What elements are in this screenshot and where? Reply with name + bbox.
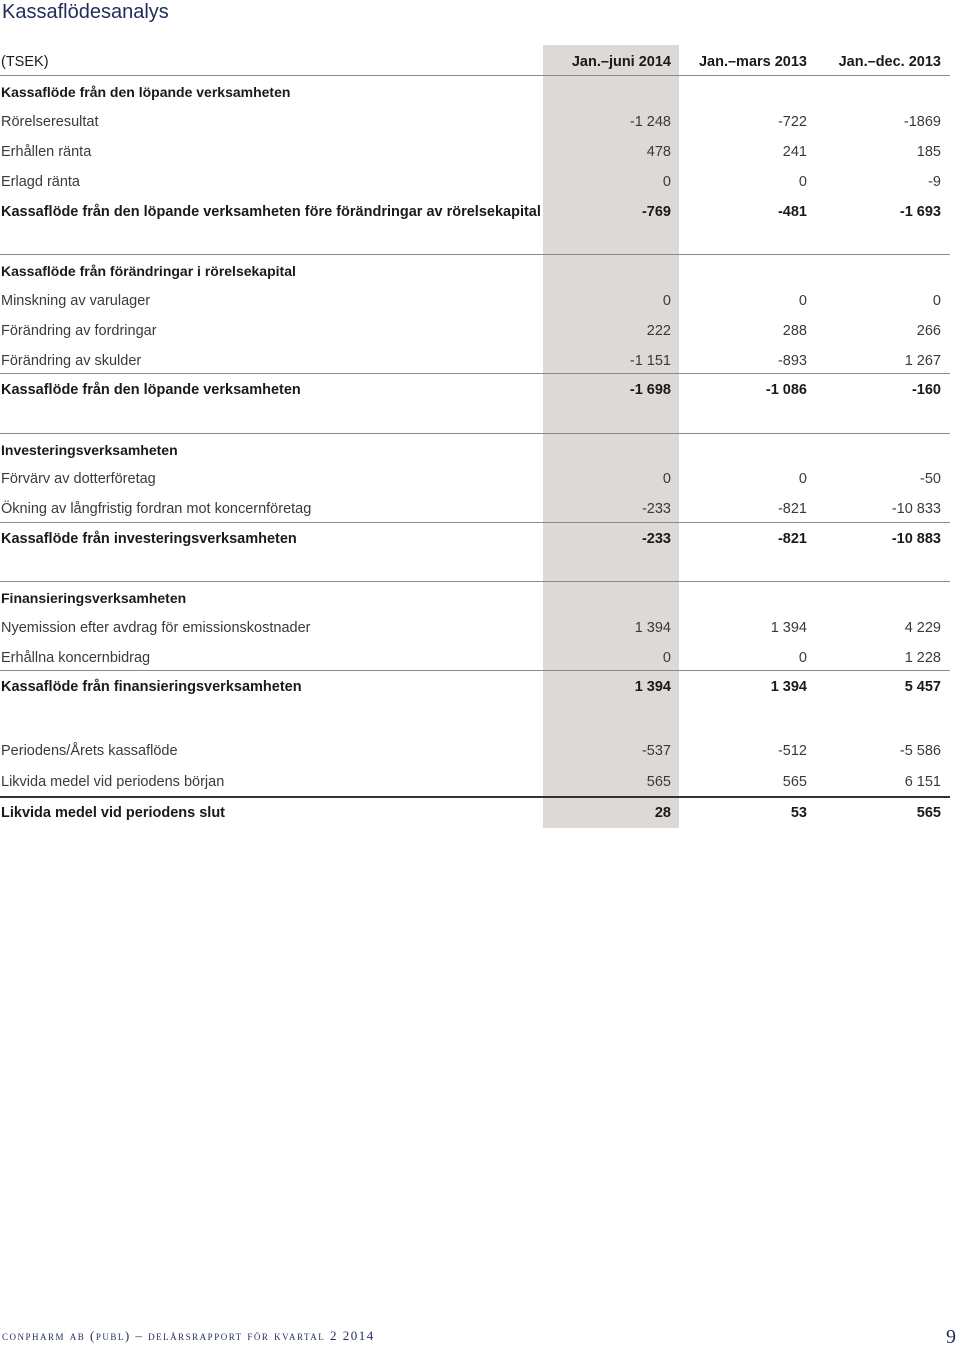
table-row [0,137,950,167]
page-number: 9 [946,1326,956,1348]
cell-value [551,256,671,286]
cell-value: 565 [782,774,807,790]
table-row [0,613,950,643]
row-label: Likvida medel vid periodens början [1,774,225,790]
cell-value: 6 151 [904,774,941,790]
cell-value [821,435,941,465]
cell-value: -722 [777,114,807,130]
table-row [0,736,950,766]
row-label: Kassaflöde från investeringsverksamheten [1,531,297,547]
cell-value: 0 [662,174,671,190]
cell-value [687,435,807,465]
cell-value: 1 394 [634,679,671,695]
header-divider [0,75,950,76]
cell-value: 0 [662,293,671,309]
cell-value [821,583,941,613]
cell-value: 288 [782,323,807,339]
cell-value: 0 [798,293,807,309]
row-label: Kassaflöde från finansieringsverksamheten [1,679,302,695]
footer-text: conpharm ab (publ) – delårsrapport för kvartal 2 2014 [2,1328,375,1343]
cell-value: 28 [654,805,671,821]
table-row [0,672,950,702]
table-row [0,524,950,554]
row-label: Förvärv av dotterföretag [1,471,156,487]
row-divider [0,581,950,582]
row-label: Minskning av varulager [1,293,151,309]
cell-value: -1 151 [629,353,671,369]
table-row [0,767,950,797]
cell-value: -50 [920,471,941,487]
cell-value: -481 [777,204,807,220]
table-row [0,583,950,613]
cell-value: -160 [911,382,941,398]
row-label: Förändring av fordringar [1,323,157,339]
row-label: Rörelseresultat [1,114,99,130]
cell-value: -5 586 [899,743,941,759]
table-header [0,47,950,77]
cell-value: -1 698 [629,382,671,398]
table-row [0,316,950,346]
cell-value: 1 394 [770,620,807,636]
table-row [0,197,950,227]
cell-value: 1 394 [770,679,807,695]
cell-value [821,77,941,107]
row-label: Likvida medel vid periodens slut [1,805,226,821]
table-row [0,435,950,465]
table-row [0,798,950,828]
column-header-2: Jan.–mars 2013 [698,54,807,70]
cell-value: 1 228 [904,650,941,666]
section-heading: Investeringsverksamheten [1,442,178,458]
row-label: Kassaflöde från den löpande verksamheten före förändringar av rörelsekapital [1,204,541,220]
cell-value: 222 [646,323,671,339]
row-label: Erlagd ränta [1,174,80,190]
cell-value: 5 457 [904,679,941,695]
table-row [0,77,950,107]
cell-value: -1869 [903,114,941,130]
cell-value: -233 [641,531,671,547]
cell-value: -821 [777,501,807,517]
cell-value: -233 [641,501,671,517]
cell-value: 565 [916,805,941,821]
cell-value: 565 [646,774,671,790]
cell-value: 0 [662,650,671,666]
table-row [0,464,950,494]
cell-value: 0 [662,471,671,487]
cell-value: 4 229 [904,620,941,636]
section-heading: Kassaflöde från förändringar i rörelsekapital [1,263,296,279]
table-row [0,346,950,376]
row-label: Erhållna koncernbidrag [1,650,151,666]
row-divider [0,254,950,255]
cell-value: -769 [641,204,671,220]
cell-value: 478 [646,144,671,160]
section-heading: Kassaflöde från den löpande verksamheten [1,84,291,100]
cell-value [687,583,807,613]
row-divider [0,670,950,671]
cell-value: 0 [798,650,807,666]
cell-value: 53 [790,805,807,821]
cell-value: -512 [777,743,807,759]
cell-value [687,77,807,107]
cell-value: -537 [641,743,671,759]
cell-value: -821 [777,531,807,547]
unit-label: (TSEK) [1,54,49,70]
cell-value: 1 394 [634,620,671,636]
cell-value: 0 [798,174,807,190]
table-row [0,286,950,316]
page-title: Kassaflödesanalys [2,1,169,23]
table-row [0,494,950,524]
cell-value: 0 [798,471,807,487]
cell-value: 0 [932,293,941,309]
section-heading: Finansieringsverksamheten [1,590,187,606]
row-divider [0,522,950,523]
row-label: Förändring av skulder [1,353,142,369]
row-divider [0,433,950,434]
cell-value: 1 267 [904,353,941,369]
table-row [0,256,950,286]
cell-value: -1 248 [629,114,671,130]
row-label: Ökning av långfristig fordran mot koncernföretag [1,501,312,517]
cell-value: -1 086 [765,382,807,398]
column-header-3: Jan.–dec. 2013 [838,54,941,70]
table-row [0,375,950,405]
row-label: Erhållen ränta [1,144,92,160]
row-label: Periodens/Årets kassaflöde [1,743,178,759]
row-label: Kassaflöde från den löpande verksamheten [1,382,301,398]
column-header-1: Jan.–juni 2014 [571,54,671,70]
table-row [0,167,950,197]
cell-value: 266 [916,323,941,339]
cell-value [551,435,671,465]
cell-value [687,256,807,286]
row-label: Nyemission efter avdrag för emissionskostnader [1,620,311,636]
cell-value: 185 [916,144,941,160]
cell-value [551,583,671,613]
table-row [0,643,950,673]
table-row [0,107,950,137]
cell-value [551,77,671,107]
cell-value: 241 [782,144,807,160]
cell-value: -10 833 [891,501,941,517]
cell-value: -1 693 [899,204,941,220]
cell-value [821,256,941,286]
cell-value: -10 883 [891,531,941,547]
cell-value: -9 [928,174,941,190]
row-divider [0,373,950,374]
cell-value: -893 [777,353,807,369]
